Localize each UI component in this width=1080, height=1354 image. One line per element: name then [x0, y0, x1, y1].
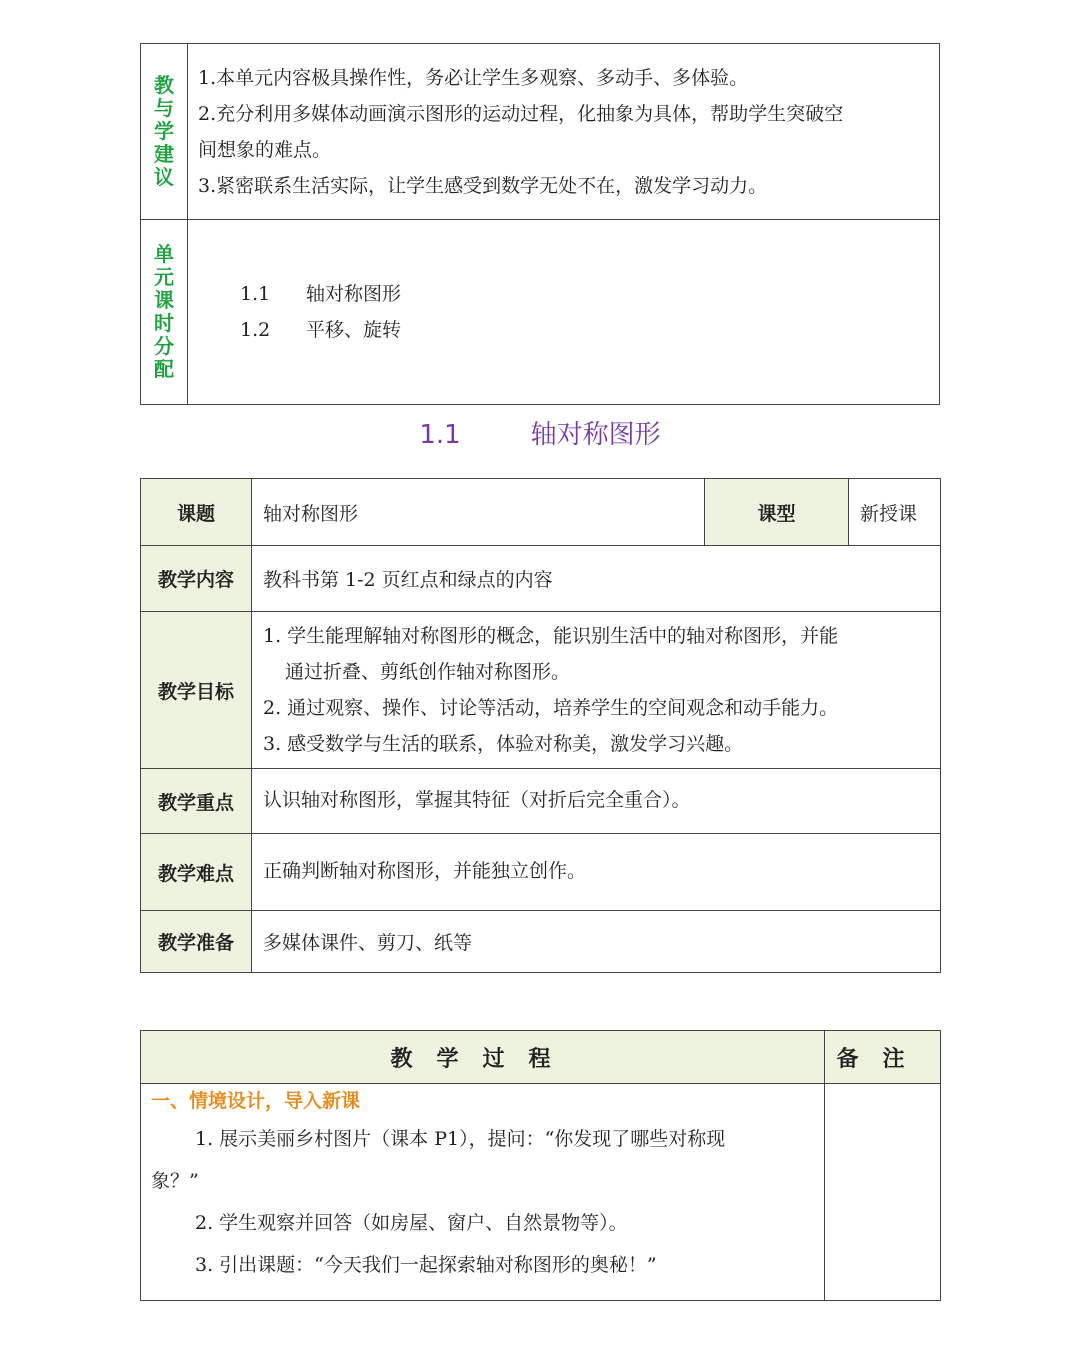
section-heading [0, 414, 1080, 451]
type-value: 新授课 [849, 479, 941, 546]
suggestion-line: 1.本单元内容极具操作性，务必让学生多观察、多动手、多体验。 [198, 66, 749, 89]
content-value: 教科书第 1-2 页红点和绿点的内容 [252, 546, 941, 612]
process-header: 教学过程 [141, 1031, 825, 1084]
difficulty-value: 正确判断轴对称图形，并能独立创作。 [252, 834, 941, 911]
objectives-label: 教学目标 [141, 612, 252, 769]
remark-cell [825, 1084, 941, 1301]
allocation-item: 1.2 平移、旋转 [240, 319, 402, 341]
lesson-allocation-label: 单 元 课 时 分 配 [141, 220, 188, 405]
objective-line: 通过折叠、剪纸创作轴对称图形。 [285, 661, 571, 683]
keypoint-value: 认识轴对称图形，掌握其特征（对折后完全重合）。 [252, 769, 941, 834]
objective-line: 1. 学生能理解轴对称图形的概念，能识别生活中的轴对称图形，并能 [263, 625, 839, 647]
content-label: 教学内容 [141, 546, 252, 612]
allocation-item: 1.1 轴对称图形 [240, 283, 402, 305]
objective-line: 2. 通过观察、操作、讨论等活动，培养学生的空间观念和动手能力。 [263, 697, 839, 719]
keypoint-label: 教学重点 [141, 769, 252, 834]
unit-overview-table [140, 43, 940, 405]
topic-label: 课题 [141, 479, 252, 546]
section-number: 1.1 [419, 420, 461, 450]
teaching-suggestion-label: 教 与 学 建 议 [141, 44, 188, 220]
teaching-suggestions [188, 44, 940, 220]
lesson-info-table [140, 478, 941, 973]
topic-value: 轴对称图形 [252, 479, 705, 546]
prep-label: 教学准备 [141, 911, 252, 973]
process-step: 3. 引出课题：“今天我们一起探索轴对称图形的奥秘！” [195, 1254, 657, 1276]
section-title: 轴对称图形 [530, 420, 661, 450]
remark-header: 备注 [825, 1031, 941, 1084]
process-step: 2. 学生观察并回答（如房屋、窗户、自然景物等）。 [195, 1212, 628, 1234]
prep-value: 多媒体课件、剪刀、纸等 [252, 911, 941, 973]
objectives-value [252, 612, 941, 769]
type-label: 课型 [705, 479, 849, 546]
process-step: 1. 展示美丽乡村图片（课本 P1），提问：“你发现了哪些对称现 [195, 1128, 726, 1150]
difficulty-label: 教学难点 [141, 834, 252, 911]
process-section-title: 一、情境设计，导入新课 [151, 1090, 361, 1112]
suggestion-line: 3.紧密联系生活实际，让学生感受到数学无处不在，激发学习动力。 [198, 174, 768, 197]
process-step: 象？” [151, 1170, 199, 1192]
suggestion-line: 间想象的难点。 [198, 138, 332, 161]
teaching-process-table [140, 1030, 941, 1301]
suggestion-line: 2.充分利用多媒体动画演示图形的运动过程，化抽象为具体，帮助学生突破空 [198, 102, 844, 125]
objective-line: 3. 感受数学与生活的联系，体验对称美，激发学习兴趣。 [263, 733, 744, 755]
process-body [141, 1084, 825, 1301]
lesson-allocation [188, 220, 940, 405]
